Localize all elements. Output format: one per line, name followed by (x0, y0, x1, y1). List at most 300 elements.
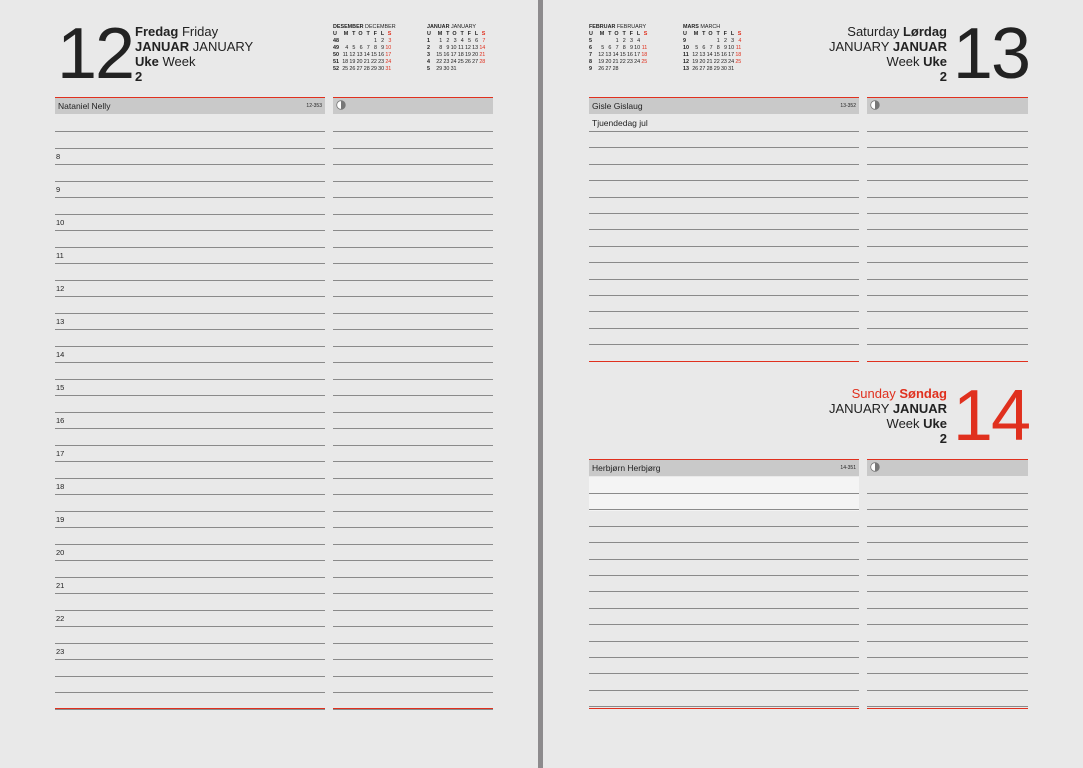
ruled-line (55, 577, 325, 578)
ruled-line (867, 164, 1028, 165)
ruled-line (333, 445, 493, 446)
ruled-line (589, 608, 859, 609)
ruled-line (55, 362, 325, 363)
calendar-day: 24 (634, 59, 641, 65)
weekday-header: O (614, 31, 619, 37)
ruled-line (867, 641, 1028, 642)
ruled-line (589, 229, 859, 230)
weekday-header: M (437, 31, 443, 37)
calendar-day: 12 (692, 52, 699, 58)
calendar-day: 1 (373, 38, 377, 44)
ruled-line (55, 412, 325, 413)
calendar-day: 20 (605, 59, 612, 65)
calendar-day: 5 (601, 45, 605, 51)
weekday-header: S (481, 31, 486, 37)
calendar-day: 22 (370, 59, 377, 65)
mini-calendar-title: DESEMBER DECEMBER (333, 24, 396, 30)
notes-column-saturday (589, 97, 859, 362)
calendar-day: 7 (482, 38, 486, 44)
ruled-line (333, 214, 493, 215)
hour-label: 13 (56, 317, 65, 326)
week-number: 4 (427, 59, 430, 65)
ruled-line (589, 641, 859, 642)
calendar-day: 3 (388, 38, 392, 44)
ruled-line (333, 593, 493, 594)
calendar-day: 3 (731, 38, 735, 44)
column-bottom-rule (867, 361, 1028, 362)
column-bottom-rule (589, 708, 859, 709)
calendar-day (478, 66, 485, 73)
calendar-day (640, 66, 647, 73)
ruled-line (867, 559, 1028, 560)
calendar-day: 7 (615, 45, 619, 51)
calendar-day: 16 (443, 52, 450, 58)
calendar-day (619, 66, 626, 73)
calendar-day: 16 (626, 52, 633, 58)
calendar-day: 29 (436, 66, 443, 72)
calendar-day: 28 (706, 66, 713, 72)
calendar-day: 2 (446, 38, 450, 44)
ruled-line (867, 180, 1028, 181)
ruled-line (589, 542, 859, 543)
ruled-line (55, 692, 325, 693)
week-number: 51 (333, 59, 339, 65)
weekday-header: T (446, 31, 450, 37)
ruled-line (867, 493, 1028, 494)
calendar-day: 3 (629, 38, 633, 44)
ruled-line (55, 478, 325, 479)
calendar-day: 17 (634, 52, 641, 58)
week-number: 3 (427, 52, 430, 58)
calendar-day: 28 (479, 59, 486, 65)
calendar-day: 28 (363, 66, 370, 72)
calendar-day: 21 (363, 59, 370, 65)
ruled-line (55, 676, 325, 677)
calendar-day: 24 (450, 59, 457, 65)
calendar-day: 19 (349, 59, 356, 65)
ruled-line (867, 131, 1028, 132)
calendar-day: 31 (385, 66, 392, 72)
calendar-day (604, 38, 611, 45)
ruled-line (589, 295, 859, 296)
weekday-header: T (366, 31, 370, 37)
calendar-day: 1 (439, 38, 443, 44)
calendar-day (457, 66, 464, 73)
weekday-header: T (608, 31, 612, 37)
weekday-header: T (352, 31, 356, 37)
ruled-line (589, 673, 859, 674)
calendar-day: 23 (720, 59, 727, 65)
ruled-line (867, 624, 1028, 625)
calendar-day: 15 (436, 52, 443, 58)
ruled-line (333, 346, 493, 347)
ruled-line (589, 164, 859, 165)
calendar-day: 13 (699, 52, 706, 58)
week-number: 6 (589, 45, 592, 51)
weekday-header: T (716, 31, 720, 37)
calendar-day: 17 (728, 52, 735, 58)
calendar-day: 1 (716, 38, 720, 44)
column-bottom-rule (55, 708, 325, 709)
calendar-day: 12 (349, 52, 356, 58)
calendar-day: 27 (605, 66, 612, 72)
weekday-header: L (636, 31, 641, 37)
mini-calendar-february (589, 24, 647, 73)
weekday-header: U (333, 31, 337, 37)
ruled-line (55, 263, 325, 264)
column-header (867, 98, 1028, 114)
calendar-day: 22 (713, 59, 720, 65)
calendar-day: 5 (467, 38, 471, 44)
week-number: 1 (427, 38, 430, 44)
week-number: 7 (589, 52, 592, 58)
ruled-line (55, 280, 325, 281)
week-number: 50 (333, 52, 339, 58)
ruled-line (55, 329, 325, 330)
calendar-day: 10 (634, 45, 641, 51)
left-page (0, 0, 538, 768)
week-number: 52 (333, 66, 339, 72)
hour-label: 19 (56, 515, 65, 524)
ruled-line (589, 591, 859, 592)
weekday-header: U (589, 31, 593, 37)
weekday-header: F (723, 31, 727, 37)
calendar-day: 5 (695, 45, 699, 51)
calendar-day (698, 38, 705, 45)
calendar-day: 19 (464, 52, 471, 58)
ruled-line (55, 164, 325, 165)
ruled-line (867, 591, 1028, 592)
ruled-line (55, 428, 325, 429)
calendar-day: 28 (612, 66, 619, 72)
hour-label: 11 (56, 251, 64, 260)
calendar-day: 5 (352, 45, 356, 51)
calendar-day: 12 (598, 52, 605, 58)
ruled-line (333, 544, 493, 545)
ruled-line (333, 676, 493, 677)
ruled-line (589, 493, 859, 494)
ruled-line (589, 509, 859, 510)
calendar-day: 1 (615, 38, 619, 44)
weekday-header: S (643, 31, 648, 37)
hourly-column (55, 97, 325, 709)
ruled-line (589, 147, 859, 148)
calendar-day: 18 (641, 52, 648, 58)
ruled-line (55, 379, 325, 380)
calendar-day: 31 (450, 66, 457, 72)
ruled-line (589, 262, 859, 263)
day-of-year: 12-353 (306, 103, 322, 109)
ruled-line (333, 362, 493, 363)
week-number: 9 (683, 38, 686, 44)
calendar-day: 30 (443, 66, 450, 72)
ruled-line (55, 148, 325, 149)
weekday-header: O (708, 31, 713, 37)
weekday-header: F (629, 31, 633, 37)
day-number: 12 (57, 14, 134, 94)
week-number: 48 (333, 38, 339, 44)
ruled-line (867, 657, 1028, 658)
week-number: 10 (683, 45, 689, 51)
notes-column (333, 97, 493, 709)
ruled-line (333, 626, 493, 627)
calendar-day: 11 (342, 52, 349, 58)
ruled-line (333, 659, 493, 660)
calendar-day: 23 (378, 59, 385, 65)
calendar-day: 14 (612, 52, 619, 58)
ruled-line (55, 131, 325, 132)
highlight-band (589, 477, 859, 511)
ruled-line (333, 643, 493, 644)
weekday-header: M (343, 31, 349, 37)
calendar-day (640, 38, 647, 45)
ruled-line (333, 692, 493, 693)
ruled-line (867, 213, 1028, 214)
hour-label: 23 (56, 647, 65, 656)
ruled-line (55, 181, 325, 182)
ruled-line (867, 295, 1028, 296)
ruled-line (867, 690, 1028, 691)
right-page (543, 0, 1083, 768)
calendar-day: 18 (735, 52, 742, 58)
hour-label: 22 (56, 614, 65, 623)
ruled-line (589, 526, 859, 527)
calendar-day: 7 (366, 45, 370, 51)
calendar-day: 4 (738, 38, 742, 44)
ruled-line (333, 280, 493, 281)
calendar-day (464, 66, 471, 73)
hour-label: 14 (56, 350, 65, 359)
weekday-header: U (427, 31, 431, 37)
ruled-line (867, 608, 1028, 609)
calendar-day: 11 (735, 45, 742, 51)
ruled-line (333, 428, 493, 429)
weekday-header: S (387, 31, 392, 37)
calendar-day (471, 66, 478, 73)
calendar-day: 27 (356, 66, 363, 72)
name-day: Nataniel Nelly (58, 101, 111, 111)
ruled-line (333, 461, 493, 462)
ruled-line (55, 659, 325, 660)
calendar-day (355, 38, 362, 45)
ruled-line (333, 395, 493, 396)
ruled-line (867, 262, 1028, 263)
side-column-saturday (867, 97, 1028, 362)
calendar-day: 2 (723, 38, 727, 44)
calendar-day: 10 (385, 45, 392, 51)
calendar-day: 4 (460, 38, 464, 44)
ruled-line (55, 511, 325, 512)
calendar-day: 19 (692, 59, 699, 65)
calendar-day: 19 (598, 59, 605, 65)
ruled-line (867, 526, 1028, 527)
ruled-line (867, 311, 1028, 312)
ruled-line (333, 527, 493, 528)
ruled-line (55, 445, 325, 446)
ruled-line (589, 624, 859, 625)
ruled-line (333, 610, 493, 611)
day-heading: Fredag Friday JANUAR JANUARY Uke Week 2 (135, 24, 254, 84)
calendar-day: 6 (608, 45, 612, 51)
calendar-day: 15 (713, 52, 720, 58)
calendar-day: 26 (349, 66, 356, 72)
calendar-day: 18 (457, 52, 464, 58)
ruled-line (867, 673, 1028, 674)
notes-column-sunday (589, 459, 859, 709)
ruled-line (333, 148, 493, 149)
calendar-day: 14 (479, 45, 486, 51)
weekday-header: S (737, 31, 742, 37)
weekday-header: U (683, 31, 687, 37)
calendar-day: 14 (363, 52, 370, 58)
week-number: 5 (589, 38, 592, 44)
day-number-sunday: 14 (952, 376, 1029, 456)
ruled-line (55, 544, 325, 545)
weekday-header: L (474, 31, 479, 37)
calendar-day: 4 (637, 38, 641, 44)
calendar-day: 16 (720, 52, 727, 58)
calendar-day: 8 (373, 45, 377, 51)
calendar-day: 9 (381, 45, 385, 51)
calendar-day: 12 (464, 45, 471, 51)
mini-calendar-january (427, 24, 485, 73)
calendar-day: 10 (450, 45, 457, 51)
calendar-day: 29 (370, 66, 377, 72)
mini-calendar-march (683, 24, 741, 73)
calendar-day: 21 (479, 52, 486, 58)
calendar-day: 4 (345, 45, 349, 51)
column-bottom-rule (589, 361, 859, 362)
day-number-saturday: 13 (952, 14, 1029, 94)
ruled-line (333, 197, 493, 198)
ruled-line (55, 346, 325, 347)
weekday-header: M (599, 31, 605, 37)
ruled-line (55, 197, 325, 198)
calendar-day: 2 (381, 38, 385, 44)
ruled-line (55, 395, 325, 396)
weekday-header: T (460, 31, 464, 37)
ruled-line (589, 279, 859, 280)
weekday-header: T (622, 31, 626, 37)
ruled-line (55, 494, 325, 495)
week-number: 9 (589, 66, 592, 72)
calendar-day: 23 (443, 59, 450, 65)
mini-calendar-title: FEBRUAR FEBRUARY (589, 24, 647, 30)
hour-label: 20 (56, 548, 65, 557)
calendar-day: 10 (728, 45, 735, 51)
calendar-day: 21 (706, 59, 713, 65)
ruled-line (333, 131, 493, 132)
calendar-day: 22 (619, 59, 626, 65)
column-bottom-rule (867, 708, 1028, 709)
ruled-line (55, 313, 325, 314)
calendar-day: 29 (713, 66, 720, 72)
ruled-line (55, 610, 325, 611)
calendar-day: 13 (356, 52, 363, 58)
calendar-day (734, 66, 741, 73)
calendar-day: 25 (641, 59, 648, 65)
ruled-line (867, 279, 1028, 280)
calendar-day: 23 (626, 59, 633, 65)
ruled-line (589, 575, 859, 576)
ruled-line (55, 214, 325, 215)
ruled-line (55, 560, 325, 561)
calendar-day (363, 38, 370, 45)
mini-calendar-title: MARS MARCH (683, 24, 721, 30)
day-of-year: 14-351 (840, 465, 856, 471)
hour-label: 21 (56, 581, 65, 590)
ruled-line (333, 560, 493, 561)
calendar-day: 27 (472, 59, 479, 65)
calendar-day: 20 (356, 59, 363, 65)
weekday-header: L (730, 31, 735, 37)
ruled-line (589, 131, 859, 132)
calendar-day: 7 (709, 45, 713, 51)
calendar-day (341, 38, 348, 45)
weekday-header: L (380, 31, 385, 37)
mini-calendar-december (333, 24, 396, 73)
calendar-day: 24 (728, 59, 735, 65)
ruled-line (589, 180, 859, 181)
ruled-line (589, 246, 859, 247)
calendar-day: 17 (385, 52, 392, 58)
calendar-day: 8 (439, 45, 443, 51)
ruled-line (867, 246, 1028, 247)
ruled-line (589, 344, 859, 345)
ruled-line (333, 313, 493, 314)
ruled-line (589, 197, 859, 198)
calendar-day: 25 (735, 59, 742, 65)
ruled-line (333, 412, 493, 413)
week-number: 8 (589, 59, 592, 65)
calendar-day: 3 (453, 38, 457, 44)
name-day: Herbjørn Herbjørg (592, 463, 661, 473)
calendar-day: 16 (378, 52, 385, 58)
ruled-line (589, 690, 859, 691)
hour-label: 8 (56, 152, 61, 161)
week-number: 49 (333, 45, 339, 51)
calendar-day: 24 (385, 59, 392, 65)
ruled-line (55, 643, 325, 644)
ruled-line (55, 593, 325, 594)
week-number: 13 (683, 66, 689, 72)
ruled-line (333, 511, 493, 512)
calendar-day: 26 (692, 66, 699, 72)
calendar-day: 14 (706, 52, 713, 58)
day-heading-sunday: Sunday Søndag JANUARY JANUAR Week Uke 2 (829, 386, 947, 446)
hour-label: 9 (56, 185, 61, 194)
calendar-day: 6 (475, 38, 479, 44)
weekday-header: M (693, 31, 699, 37)
hour-label: 15 (56, 383, 65, 392)
ruled-line (333, 164, 493, 165)
ruled-line (867, 229, 1028, 230)
week-number: 2 (427, 45, 430, 51)
calendar-day (691, 38, 698, 45)
calendar-day: 20 (472, 52, 479, 58)
ruled-line (589, 213, 859, 214)
column-header (867, 460, 1028, 476)
calendar-day: 26 (464, 59, 471, 65)
calendar-day: 13 (472, 45, 479, 51)
ruled-line (333, 478, 493, 479)
hour-label: 10 (56, 218, 65, 227)
calendar-day: 9 (446, 45, 450, 51)
calendar-day: 25 (457, 59, 464, 65)
ruled-line (867, 509, 1028, 510)
weekday-header: O (358, 31, 363, 37)
calendar-day: 30 (720, 66, 727, 72)
